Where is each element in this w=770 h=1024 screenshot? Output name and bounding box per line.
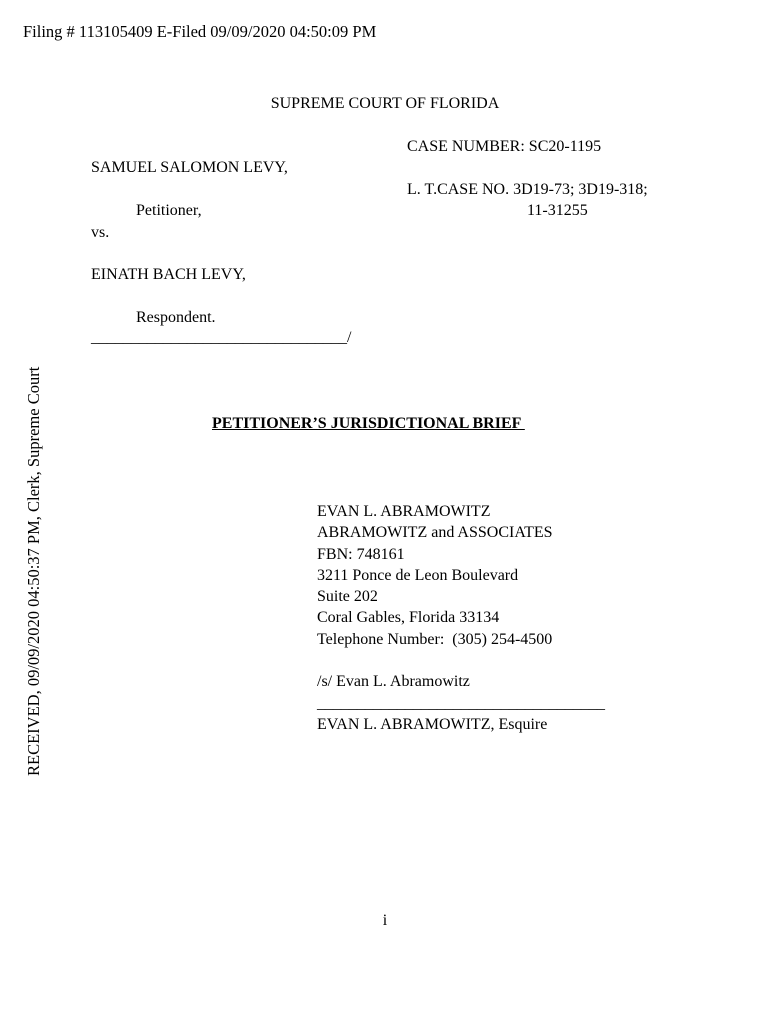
- lower-tribunal-case-number-continued: 11-31255: [527, 202, 588, 219]
- counsel-firm: ABRAMOWITZ and ASSOCIATES: [317, 524, 553, 542]
- lower-tribunal-case-number: L. T.CASE NO. 3D19-73; 3D19-318;: [407, 181, 648, 198]
- respondent-name: EINATH BACH LEVY,: [91, 266, 246, 283]
- counsel-phone: Telephone Number: (305) 254-4500: [317, 630, 553, 648]
- case-number: CASE NUMBER: SC20-1195: [407, 138, 602, 155]
- versus-text: vs.: [91, 224, 110, 241]
- petitioner-role: Petitioner,: [136, 202, 202, 219]
- brief-title: PETITIONER’S JURISDICTIONAL BRIEF: [212, 415, 525, 432]
- counsel-signature-block: [317, 501, 605, 735]
- counsel-name: EVAN L. ABRAMOWITZ: [317, 503, 491, 520]
- counsel-signature-name: EVAN L. ABRAMOWITZ, Esquire: [317, 715, 548, 733]
- filing-header: Filing # 113105409 E-Filed 09/09/2020 04:50:09 PM: [23, 22, 377, 41]
- counsel-electronic-signature: /s/ Evan L. Abramowitz: [317, 673, 470, 691]
- respondent-role: Respondent.: [136, 309, 216, 326]
- signature-rule: ____________________________________: [317, 694, 605, 712]
- counsel-address-city: Coral Gables, Florida 33134: [317, 609, 500, 627]
- counsel-address-suite: Suite 202: [317, 588, 378, 606]
- caption-divider: ________________________________/: [91, 329, 352, 346]
- counsel-spacer: [317, 650, 605, 671]
- received-stamp: RECEIVED, 09/09/2020 04:50:37 PM, Clerk, Supreme Court: [24, 366, 43, 776]
- petitioner-name: SAMUEL SALOMON LEVY,: [91, 159, 288, 176]
- court-title-text: SUPREME COURT OF FLORIDA: [270, 95, 500, 112]
- counsel-fbn: FBN: 748161: [317, 545, 405, 563]
- counsel-address-street: 3211 Ponce de Leon Boulevard: [317, 566, 519, 584]
- court-title: [0, 96, 770, 112]
- page-number: i: [382, 912, 388, 929]
